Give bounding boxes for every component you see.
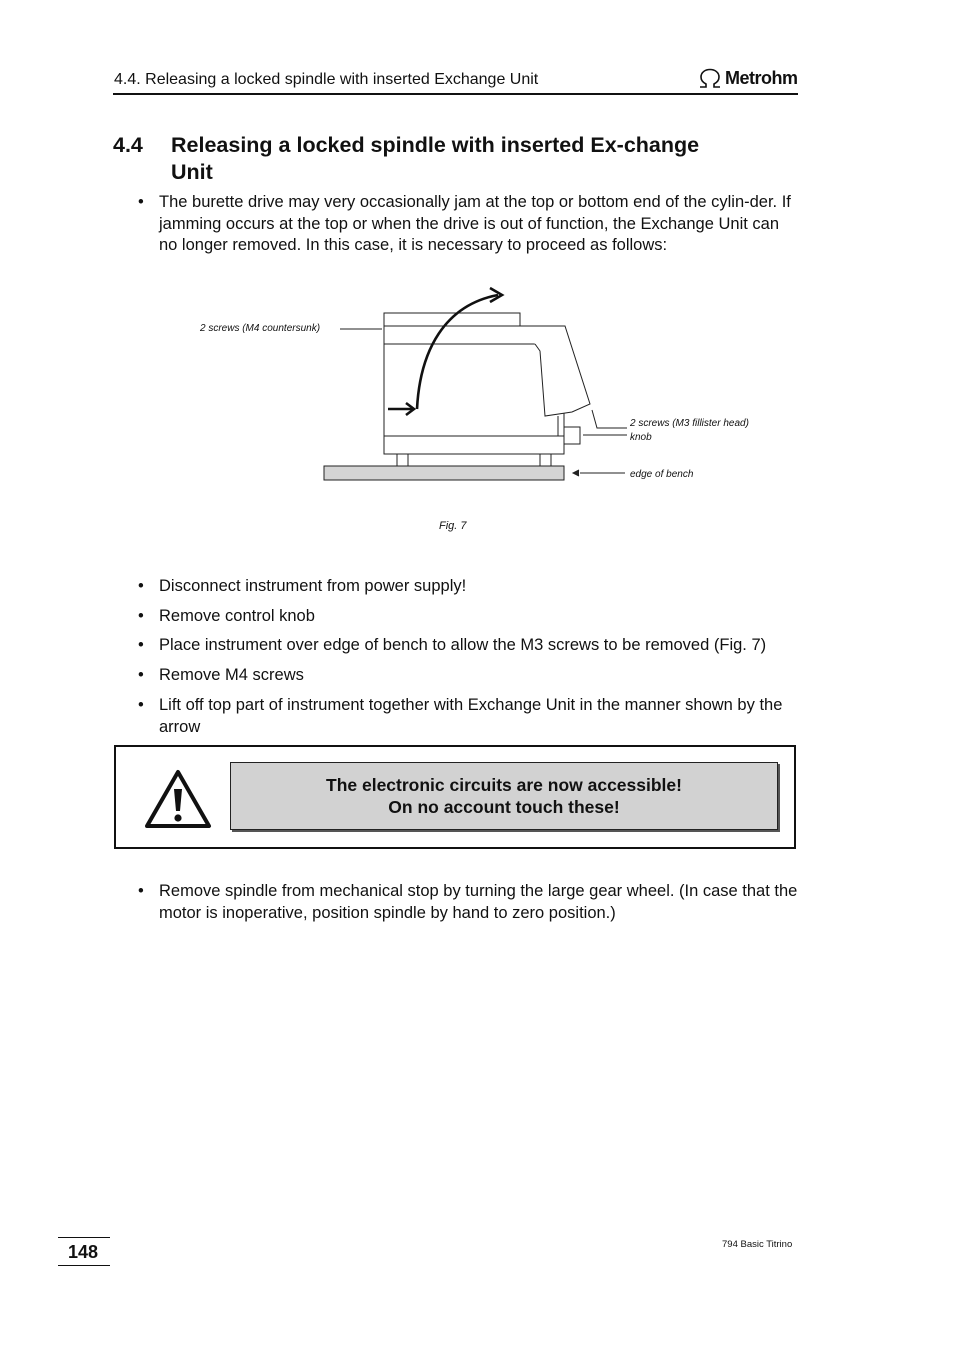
- bullet-icon: •: [138, 193, 144, 211]
- figure-caption: Fig. 7: [439, 520, 467, 532]
- header-divider: [113, 93, 798, 95]
- list-item: [138, 576, 798, 598]
- list-item-text: Lift off top part of instrument together with Exchange Unit in the manner shown by the arrow: [159, 696, 783, 736]
- page-number: 148: [67, 1242, 99, 1262]
- label-edge-of-bench: edge of bench: [630, 469, 694, 480]
- label-knob: knob: [630, 432, 652, 443]
- bullet-icon: •: [138, 607, 144, 625]
- page-number-rule-bottom: [58, 1265, 110, 1266]
- list-item: [138, 881, 798, 925]
- list-item-text: Remove control knob: [159, 607, 315, 625]
- list-item-text: Disconnect instrument from power supply!: [159, 577, 467, 595]
- list-item-text: Place instrument over edge of bench to allow the M3 screws to be removed (Fig. 7): [159, 636, 767, 654]
- page-number-rule-top: [58, 1237, 110, 1238]
- brand-logo: [697, 66, 797, 90]
- omega-logo-icon: [697, 68, 723, 88]
- warning-message: [230, 762, 778, 830]
- list-item-text: Remove M4 screws: [159, 666, 304, 684]
- product-name: 794 Basic Titrino: [722, 1239, 793, 1250]
- section-number: 4.4: [113, 133, 143, 157]
- list-item: [138, 695, 798, 739]
- label-m3-screws: 2 screws (M3 fillister head): [630, 418, 749, 429]
- bullet-icon: •: [138, 666, 144, 684]
- warning-box: [114, 745, 796, 849]
- list-item: [138, 606, 798, 628]
- list-item: [138, 665, 798, 687]
- list-item: [138, 192, 798, 258]
- figure-7-diagram: [190, 280, 790, 500]
- section-title: Releasing a locked spindle with inserted Ex-change Unit: [171, 133, 700, 184]
- brand-name: Metrohm: [725, 68, 798, 88]
- warning-line-2: On no account touch these!: [388, 797, 620, 817]
- running-header: 4.4. Releasing a locked spindle with inserted Exchange Unit: [114, 71, 539, 88]
- warning-line-1: The electronic circuits are now accessible!: [326, 775, 682, 795]
- instrument-drawing: [190, 280, 790, 500]
- warning-triangle-icon: [144, 769, 212, 829]
- list-item-text: Remove spindle from mechanical stop by turning the large gear wheel. (In case that the motor is inoperative, position spindle by hand to zero position.): [159, 882, 798, 922]
- list-item: [138, 635, 798, 657]
- label-m4-screws: 2 screws (M4 countersunk): [200, 323, 321, 334]
- list-item-text: The burette drive may very occasionally jam at the top or bottom end of the cylin-der. If jamming occurs at the top or when the drive is out of function, the Exchange Unit can no longer removed. In this case, it is necessary to proceed as follows:: [159, 193, 791, 254]
- bullet-icon: •: [138, 577, 144, 595]
- bullet-icon: •: [138, 636, 144, 654]
- bullet-icon: •: [138, 696, 144, 714]
- bullet-icon: •: [138, 882, 144, 900]
